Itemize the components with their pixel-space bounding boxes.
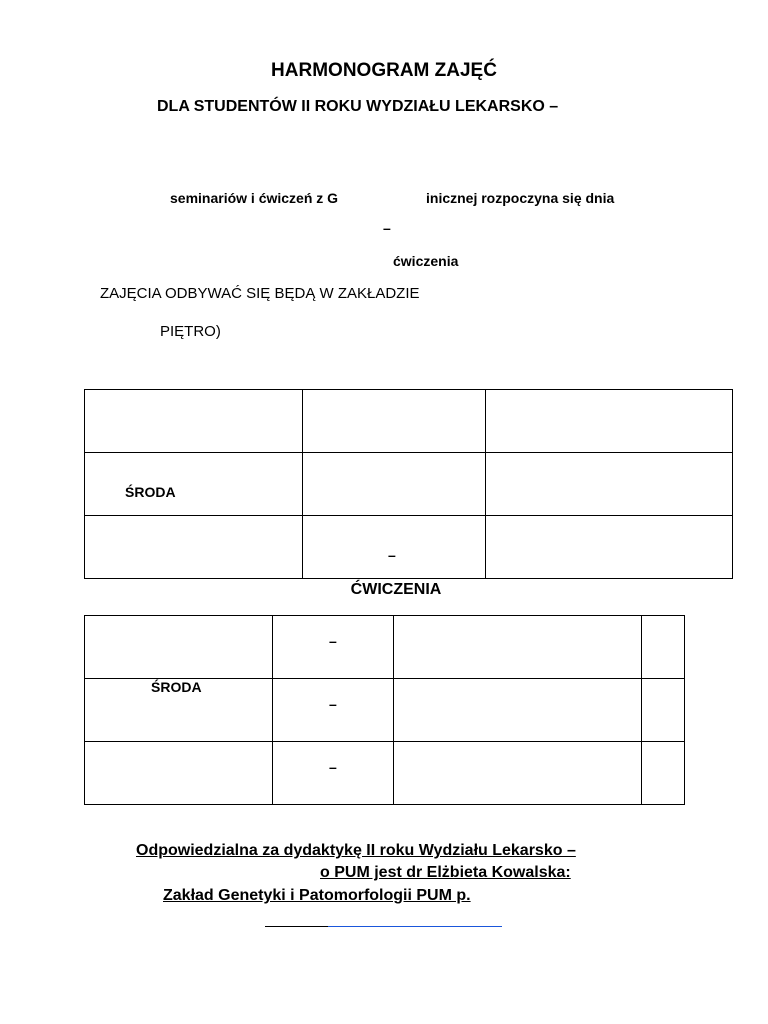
table-cell <box>642 616 685 679</box>
table-row <box>85 679 685 742</box>
time-dash: – <box>329 759 337 775</box>
table-cell <box>394 742 642 805</box>
table-cell <box>85 616 273 679</box>
table-cell <box>273 679 394 742</box>
location-line: ZAJĘCIA ODBYWAĆ SIĘ BĘDĄ W ZAKŁADZIE <box>100 285 420 302</box>
section-heading-cwiczenia: ĆWICZENIA <box>350 581 442 598</box>
table-cell <box>85 453 303 516</box>
intro-cwiczenia: ćwiczenia <box>393 253 459 269</box>
table-cell <box>642 679 685 742</box>
floor-line: PIĘTRO) <box>160 323 221 340</box>
exercises-table <box>84 615 685 805</box>
table-cell <box>486 516 733 579</box>
footer-name-text: o PUM jest dr Elżbieta Kowalska: <box>320 864 571 881</box>
table-row <box>85 390 733 453</box>
table-cell <box>303 453 486 516</box>
day-label: ŚRODA <box>125 484 176 500</box>
table-row <box>85 742 685 805</box>
intro-line-part1: seminariów i ćwiczeń z G <box>170 190 339 206</box>
table-cell <box>394 679 642 742</box>
footer-link-underline <box>265 926 502 927</box>
table-cell <box>486 453 733 516</box>
table-row <box>85 516 733 579</box>
intro-dash: – <box>383 220 391 236</box>
footer-responsible-line: Odpowiedzialna za dydaktykę II roku Wydziału Lekarsko – <box>136 842 576 859</box>
table-cell <box>273 616 394 679</box>
table-cell <box>642 742 685 805</box>
email-link-underline[interactable] <box>328 926 502 927</box>
time-dash: – <box>329 633 337 649</box>
table-cell <box>273 742 394 805</box>
seminar-table <box>84 389 733 579</box>
table-cell <box>486 390 733 453</box>
footer-name-line <box>164 864 571 882</box>
table-cell <box>85 742 273 805</box>
page-subtitle: DLA STUDENTÓW II ROKU WYDZIAŁU LEKARSKO – <box>157 98 559 115</box>
table-cell <box>85 516 303 579</box>
table-cell <box>85 390 303 453</box>
time-dash: – <box>388 547 396 563</box>
intro-line-part2: inicznej rozpoczyna się dnia <box>426 190 615 206</box>
table-row <box>85 453 733 516</box>
table-cell <box>394 616 642 679</box>
time-dash: – <box>329 696 337 712</box>
footer-department-line <box>163 887 561 905</box>
table-cell <box>303 516 486 579</box>
table-row <box>85 616 685 679</box>
page-title: HARMONOGRAM ZAJĘĆ <box>271 60 497 81</box>
footer-department-text: Zakład Genetyki i Patomorfologii PUM p. <box>163 887 471 904</box>
day-label: ŚRODA <box>151 679 202 695</box>
table-cell <box>85 679 273 742</box>
table-cell <box>303 390 486 453</box>
